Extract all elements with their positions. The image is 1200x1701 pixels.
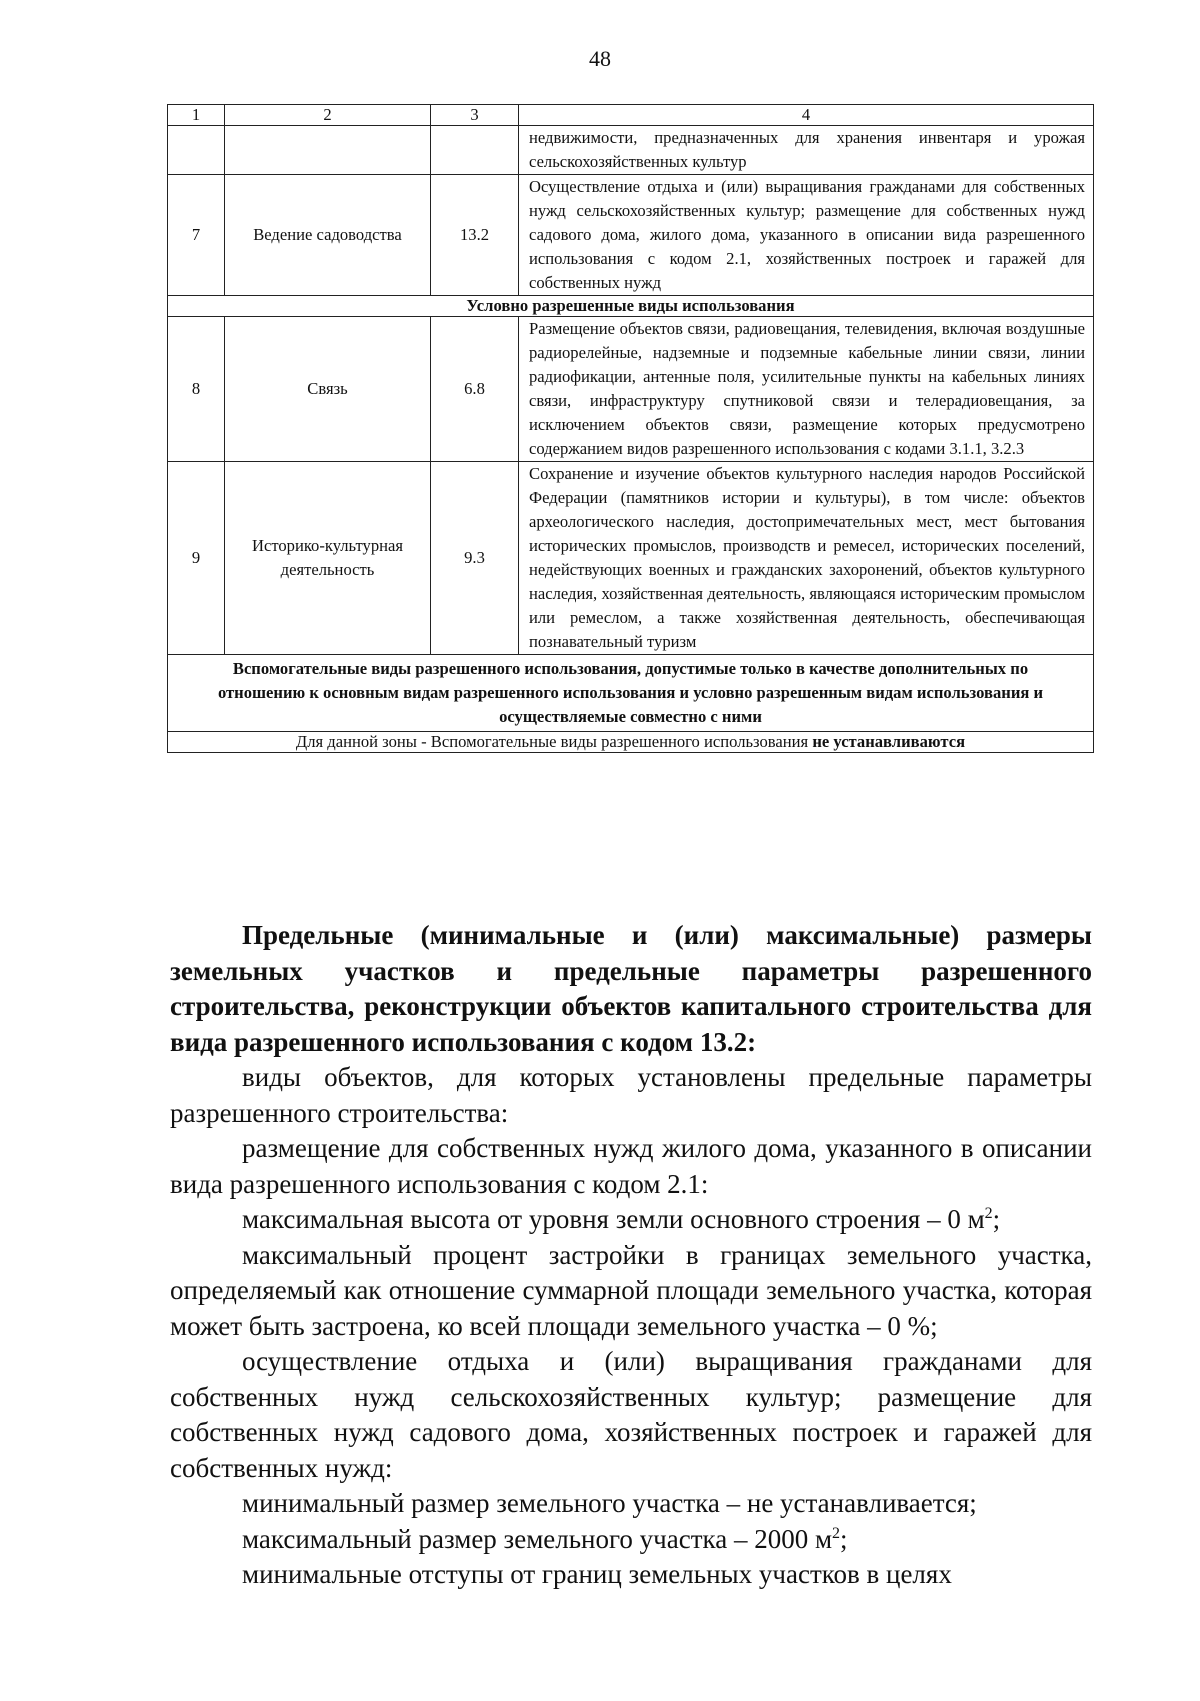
header-col-2: 2 — [225, 105, 431, 126]
cell-num — [168, 126, 225, 175]
cell-num: 7 — [168, 175, 225, 296]
cell-desc: Размещение объектов связи, радиовещания, телевидения, включая воздушные радиорелейные, надземные и подземные кабельные линии связи, линии радиофикации, антенные поля, усилительные пункты на кабельных линиях связи, инфраструктуру спутниковой связи и телерадиовещания, за исключением объектов связи, размещение которых предусмотрено содержанием видов разрешенного использования с кодами 3.1.1, 3.2.3 — [519, 317, 1094, 462]
cell-code: 9.3 — [431, 462, 519, 655]
paragraph: минимальные отступы от границ земельных участков в целях — [242, 1559, 952, 1589]
paragraph: осуществление отдыха и (или) выращивания гражданами для собственных нужд сельскохозяйственных культур; размещение для собственных нужд садового дома, хозяйственных построек и гаражей для собственных нужд: — [170, 1346, 1092, 1483]
section-conditional-title: Условно разрешенные виды использования — [168, 296, 1094, 317]
section-conditional-row — [168, 296, 1094, 317]
section-heading: Предельные (минимальные и (или) максимальные) размеры земельных участков и предельные параметры разрешенного строительства, реконструкции объектов капитального строительства для вида разрешенного использования с кодом 13.2: — [170, 920, 1092, 1057]
table-row-9 — [168, 462, 1094, 655]
cell-name: Ведение садоводства — [225, 175, 431, 296]
header-col-4: 4 — [519, 105, 1094, 126]
paragraph: виды объектов, для которых установлены предельные параметры разрешенного строительства: — [170, 1062, 1092, 1128]
section-auxiliary-row — [168, 655, 1094, 732]
table-row-7 — [168, 175, 1094, 296]
superscript: 2 — [832, 1524, 841, 1542]
paragraph-text: максимальная высота от уровня земли основного строения – 0 м — [242, 1204, 985, 1234]
cell-num: 9 — [168, 462, 225, 655]
auxiliary-note-strong: не устанавливаются — [812, 732, 966, 751]
header-col-1: 1 — [168, 105, 225, 126]
cell-num: 8 — [168, 317, 225, 462]
cell-desc: Осуществление отдыха и (или) выращивания гражданами для собственных нужд сельскохозяйственных культур; размещение для собственных нужд садового дома, жилого дома, указанного в описании вида разрешенного использования с кодом 2.1, хозяйственных построек и гаражей для собственных нужд — [519, 175, 1094, 296]
cell-desc: недвижимости, предназначенных для хранения инвентаря и урожая сельскохозяйственных культур — [519, 126, 1094, 175]
cell-name: Историко-культурная деятельность — [225, 462, 431, 655]
table-row-8 — [168, 317, 1094, 462]
header-col-3: 3 — [431, 105, 519, 126]
paragraph-end: ; — [840, 1523, 848, 1554]
auxiliary-note-text: Для данной зоны - Вспомогательные виды разрешенного использования — [295, 732, 809, 751]
table-row-continuation — [168, 126, 1094, 175]
permitted-uses-table — [167, 104, 1094, 753]
page-number: 48 — [589, 46, 611, 71]
auxiliary-note-row — [168, 732, 1094, 753]
table-header-row — [168, 105, 1094, 126]
cell-code: 6.8 — [431, 317, 519, 462]
paragraph-text: максимальный размер земельного участка – 2000 м — [242, 1523, 833, 1554]
cell-code — [431, 126, 519, 175]
paragraph-max-height — [170, 1202, 1092, 1238]
cell-desc: Сохранение и изучение объектов культурного наследия народов Российской Федерации (памятников истории и культуры), в том числе: объектов археологического наследия, достопримечательных мест, мест бытования исторических промыслов, производств и ремесел, исторических поселений, недействующих военных и гражданских захоронений, объектов культурного наследия, хозяйственная деятельность, являющаяся историческим промыслом или ремеслом, а также хозяйственная деятельность, обеспечивающая познавательный туризм — [519, 462, 1094, 655]
paragraph: размещение для собственных нужд жилого дома, указанного в описании вида разрешенного использования с кодом 2.1: — [170, 1133, 1092, 1199]
paragraph-end: ; — [992, 1204, 1001, 1234]
paragraph: минимальный размер земельного участка – не устанавливается; — [242, 1488, 977, 1518]
cell-name — [225, 126, 431, 175]
section-auxiliary-title: Вспомогательные виды разрешенного использования, допустимые только в качестве дополнительных по отношению к основным видам разрешенного использования и условно разрешенным видам использования и осуществляемые совместно с ними — [168, 655, 1094, 732]
paragraph: максимальный процент застройки в границах земельного участка, определяемый как отношение суммарной площади земельного участка, которая может быть застроена, ко всей площади земельного участка – 0 %; — [170, 1239, 1092, 1341]
superscript: 2 — [984, 1205, 993, 1222]
body-text — [170, 918, 1092, 1593]
paragraph-max-size — [170, 1522, 1092, 1558]
cell-name: Связь — [225, 317, 431, 462]
auxiliary-note — [168, 732, 1094, 753]
cell-code: 13.2 — [431, 175, 519, 296]
